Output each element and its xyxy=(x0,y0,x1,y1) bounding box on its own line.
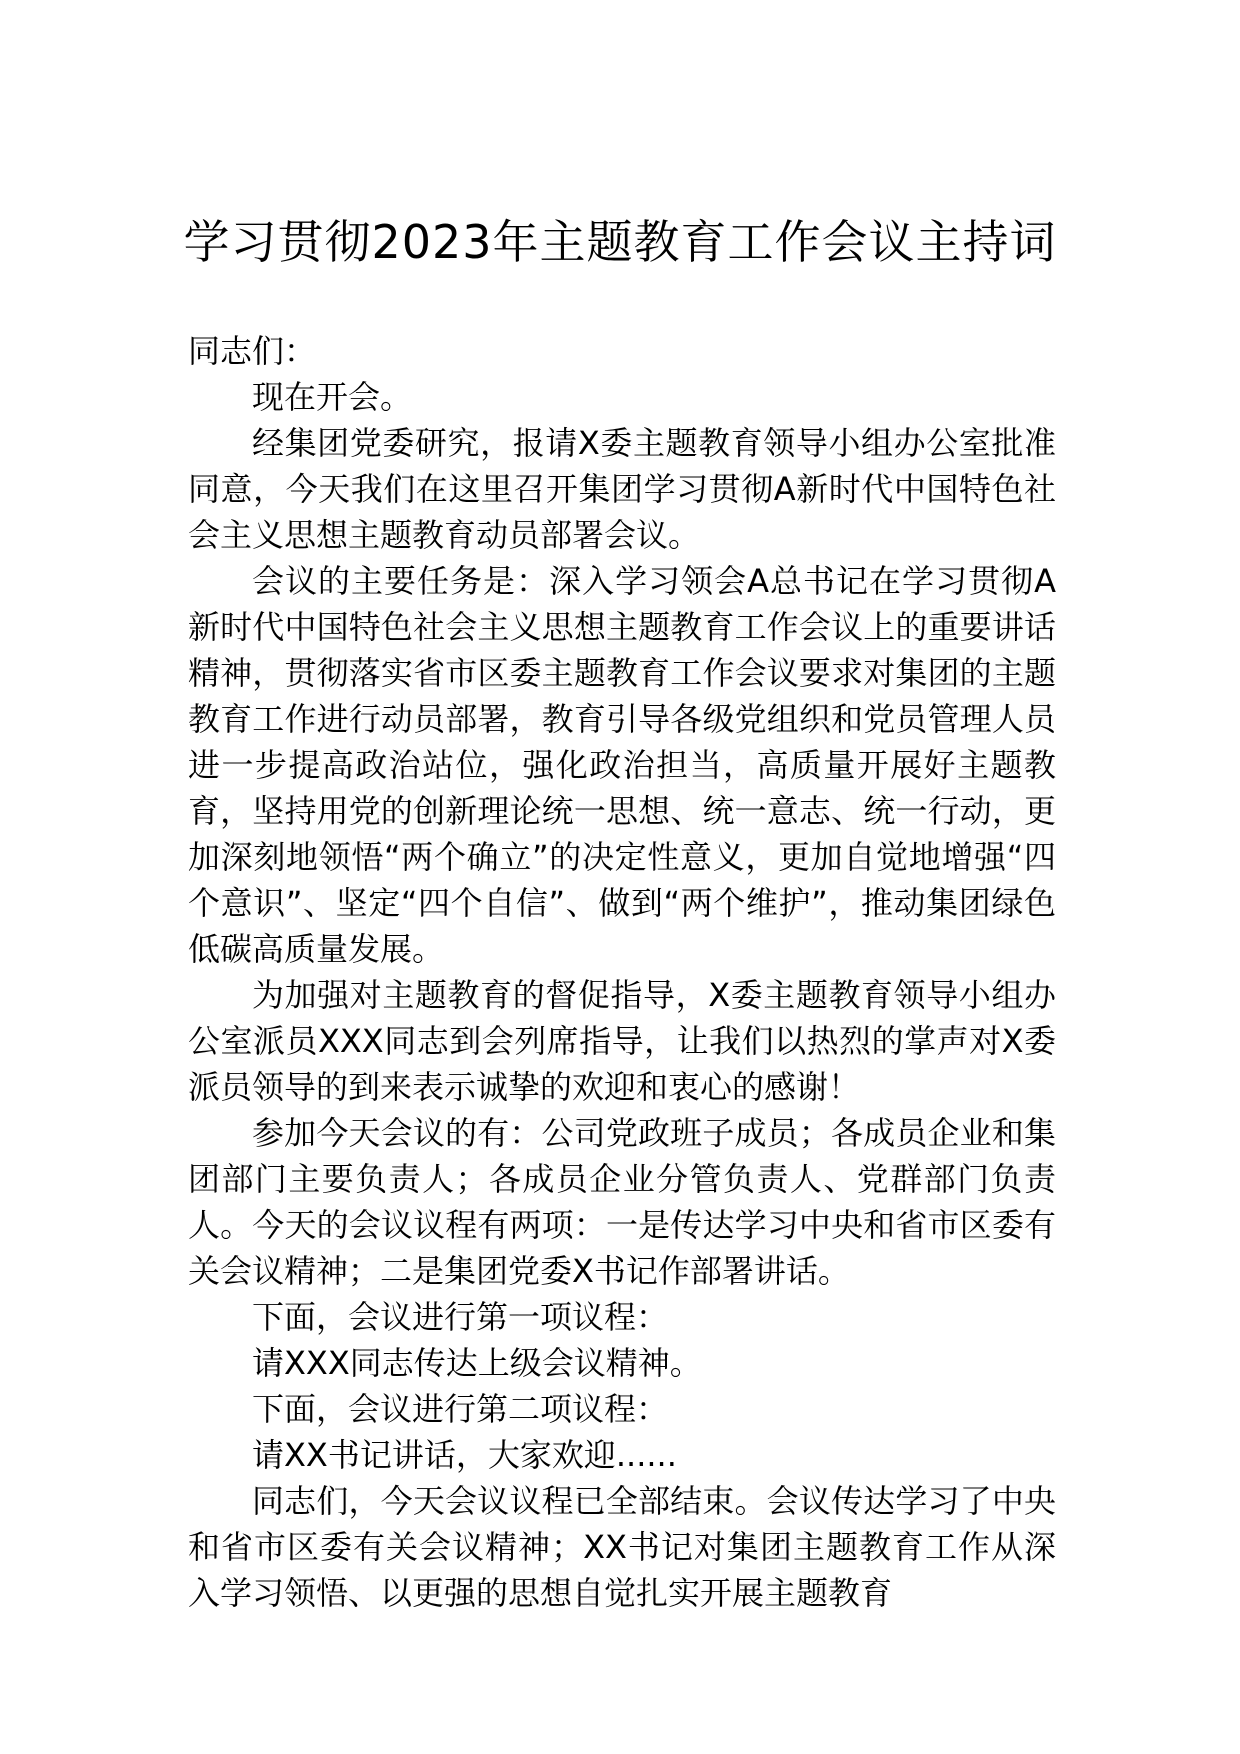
paragraph-approval: 经集团党委研究，报请X委主题教育领导小组办公室批准同意，今天我们在这里召开集团学习贯彻A新时代中国特色社会主义思想主题教育动员部署会议。 xyxy=(188,424,1056,554)
paragraph-speaker-1: 请XXX同志传达上级会议精神。 xyxy=(252,1344,702,1382)
document-body xyxy=(188,328,1056,1616)
salutation: 同志们： xyxy=(188,332,317,370)
paragraph-agenda-item-2: 下面，会议进行第二项议程： xyxy=(252,1390,669,1428)
paragraph-main-task: 会议的主要任务是：深入学习领会A总书记在学习贯彻A新时代中国特色社会主义思想主题教育工作会议上的重要讲话精神，贯彻落实省市区委主题教育工作会议要求对集团的主题教育工作进行动员部署，教育引导各级党组织和党员管理人员进一步提高政治站位，强化政治担当，高质量开展好主题教育，坚持用党的创新理论统一思想、统一意志、统一行动，更加深刻地领悟“两个确立”的决定性意义，更加自觉地增强“四个意识”、坚定“四个自信”、做到“两个维护”，推动集团绿色低碳高质量发展。 xyxy=(188,562,1056,968)
paragraph-attendees-agenda: 参加今天会议的有：公司党政班子成员；各成员企业和集团部门主要负责人；各成员企业分管负责人、党群部门负责人。今天的会议议程有两项：一是传达学习中央和省市区委有关会议精神；二是集团党委X书记作部署讲话。 xyxy=(188,1114,1056,1290)
paragraph-guidance: 为加强对主题教育的督促指导，X委主题教育领导小组办公室派员XXX同志到会列席指导，让我们以热烈的掌声对X委派员领导的到来表示诚挚的欢迎和衷心的感谢！ xyxy=(188,976,1056,1106)
document-title: 学习贯彻2023年主题教育工作会议主持词 xyxy=(183,215,1057,269)
paragraph-agenda-item-1: 下面，会议进行第一项议程： xyxy=(252,1298,669,1336)
paragraph-speaker-2: 请XX书记讲话，大家欢迎...... xyxy=(252,1436,677,1474)
paragraph-closing: 同志们，今天会议议程已全部结束。会议传达学习了中央和省市区委有关会议精神；XX书记对集团主题教育工作从深入学习领悟、以更强的思想自觉扎实开展主题教育 xyxy=(188,1482,1056,1612)
paragraph-opening: 现在开会。 xyxy=(252,378,413,416)
